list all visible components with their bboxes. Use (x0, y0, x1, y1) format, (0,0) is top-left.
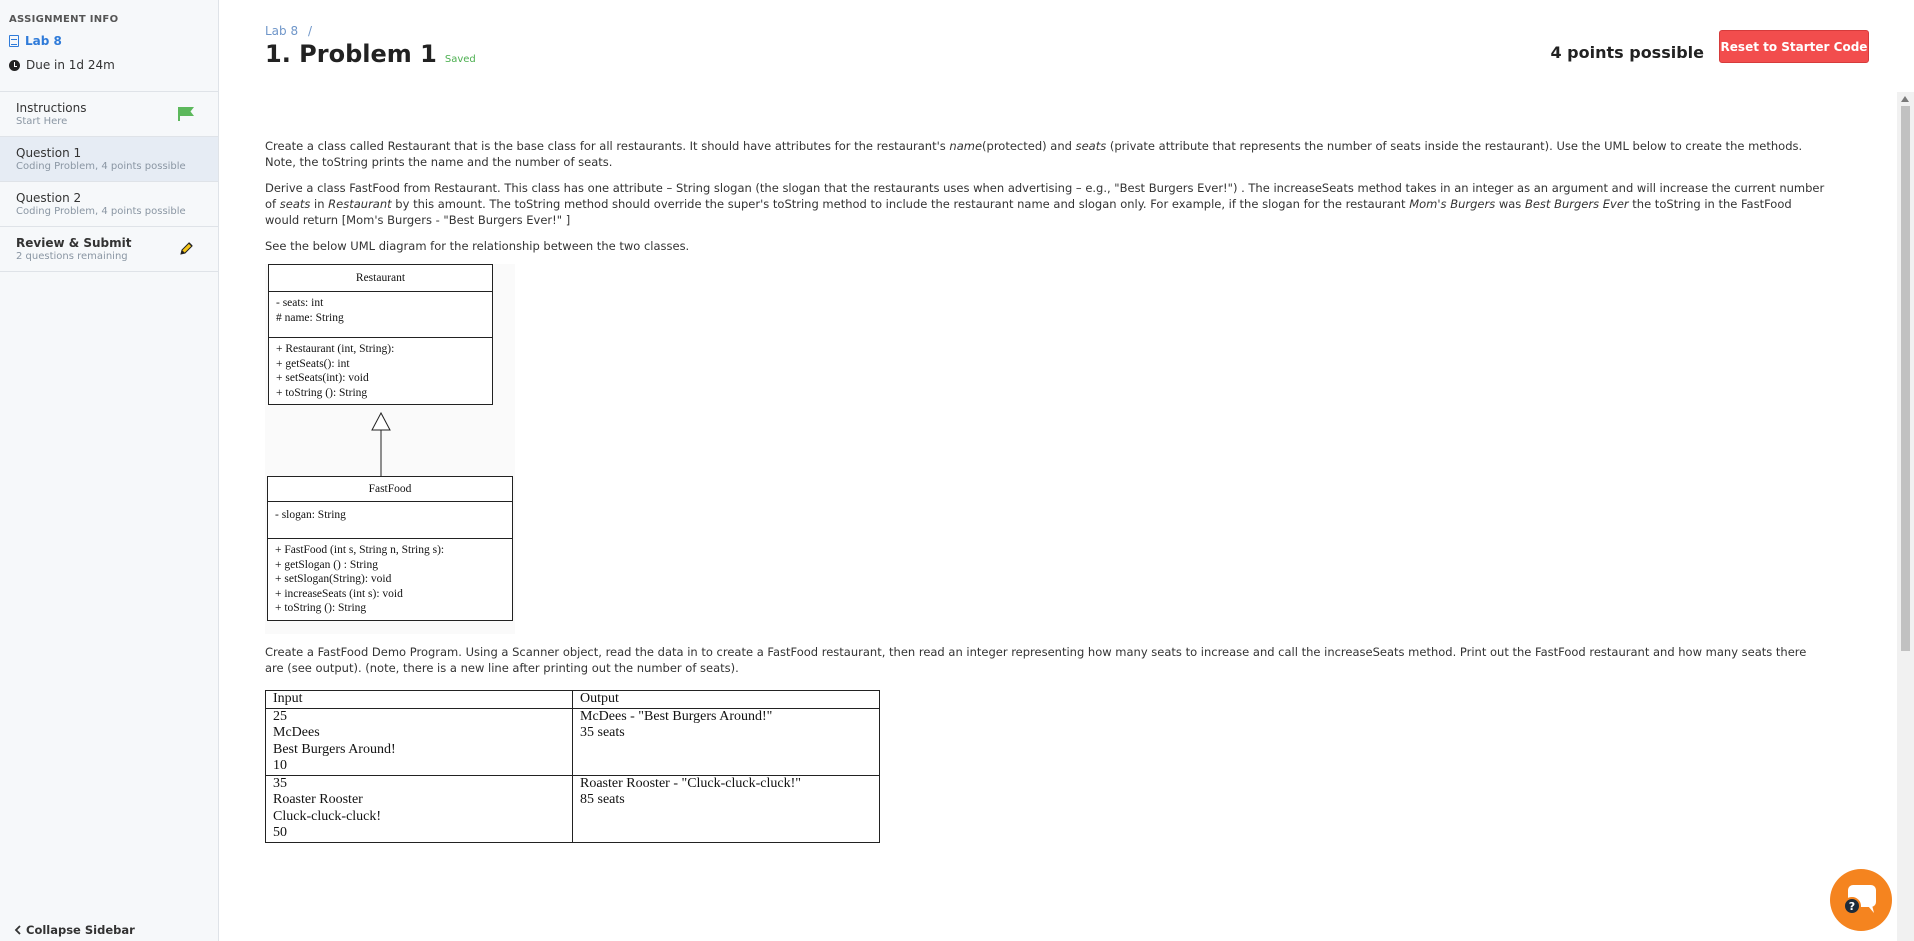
sidebar-item-label: Question 1 (16, 146, 82, 160)
uml-method: + toString (): String (275, 602, 367, 614)
chat-button[interactable] (1830, 869, 1892, 931)
sidebar-item-question-2[interactable] (0, 182, 218, 227)
pencil-icon (178, 241, 194, 257)
table-cell: McDees - "Best Burgers Around!" 35 seats (573, 708, 880, 775)
breadcrumb-lab-link[interactable]: Lab 8 (265, 24, 299, 38)
reset-to-starter-code-button[interactable]: Reset to Starter Code (1719, 30, 1869, 63)
table-header-row (266, 691, 880, 709)
table-cell: 35 Roaster Rooster Cluck-cluck-cluck! 50 (266, 775, 573, 842)
uml-method: + getSeats(): int (276, 357, 350, 370)
assignment-info (0, 0, 218, 92)
collapse-sidebar-button[interactable] (14, 923, 135, 937)
uml-class-name: Restaurant (269, 265, 492, 292)
uml-method: + setSlogan(String): void (275, 573, 392, 585)
table-row (266, 775, 880, 842)
scrollbar-thumb[interactable] (1901, 106, 1910, 651)
uml-method: + increaseSeats (int s): void (275, 587, 403, 600)
text: Mom's Burgers (1409, 197, 1496, 211)
chat-icon (1842, 883, 1880, 917)
column-header: Input (266, 691, 573, 709)
sidebar-item-label: Question 2 (16, 191, 82, 205)
table-cell: Roaster Rooster - "Cluck-cluck-cluck!" 85 seats (573, 775, 880, 842)
uml-class-name: FastFood (268, 477, 512, 502)
uml-method: + Restaurant (int, String): (276, 343, 395, 355)
text: Derive a class FastFood from Restaurant. This class has one attribute – String slogan (the slogan that the restaurants uses when advertising – e.g., "Best Burgers Ever!") . The increaseSeats method takes in an integer as an argument and will increase the current number of (265, 181, 1825, 211)
saved-status: Saved (444, 54, 476, 65)
sidebar-item-instructions[interactable] (0, 92, 218, 137)
due-text: Due in 1d 24m (26, 58, 115, 72)
uml-method: + toString (): String (276, 386, 368, 399)
uml-methods (268, 539, 512, 620)
uml-attribute: - seats: int (276, 297, 324, 309)
problem-description (265, 138, 1825, 843)
text: (private attribute that represents the number of seats inside the restaurant). Use the UML below to create the methods. Note, the toString prints the name and the number of seats. (265, 139, 1803, 169)
sidebar-item-sublabel: Coding Problem, 4 points possible (16, 206, 186, 217)
sidebar-item-label: Instructions (16, 101, 87, 115)
uml-diagram (265, 264, 515, 634)
sidebar-item-review-submit[interactable] (0, 227, 218, 272)
scrollbar[interactable] (1897, 92, 1914, 941)
paragraph-fastfood (265, 180, 1825, 228)
text: seats (279, 197, 311, 211)
flag-icon (178, 107, 194, 121)
assignment-name: Lab 8 (25, 34, 62, 48)
sidebar-item-sublabel: 2 questions remaining (16, 251, 128, 262)
text: was (1495, 197, 1525, 211)
document-icon (9, 35, 19, 47)
sidebar-item-sublabel: Start Here (16, 116, 68, 127)
uml-method: + setSeats(int): void (276, 372, 369, 384)
breadcrumb-separator: / (307, 24, 312, 38)
svg-text:?: ? (1848, 900, 1856, 913)
text: seats (1075, 139, 1107, 153)
sidebar-item-sublabel: Coding Problem, 4 points possible (16, 161, 186, 172)
paragraph-demo-program: Create a FastFood Demo Program. Using a Scanner object, read the data in to create a FastFood restaurant, then read an integer representing how many seats to increase and call the increaseSeats method. Print out the FastFood restaurant and how many seats there are (see output). (note, there is a new line after printing out the number of seats). (265, 645, 1807, 675)
due-date (9, 58, 209, 72)
table-row (266, 708, 880, 775)
text: Restaurant (328, 197, 392, 211)
io-table (265, 690, 880, 843)
text: name (949, 139, 983, 153)
assignment-info-title: ASSIGNMENT INFO (9, 14, 119, 25)
main-content (220, 0, 1914, 941)
uml-method: + FastFood (int s, String n, String s): (275, 544, 445, 556)
uml-class-fastfood (267, 476, 513, 621)
paragraph-uml-intro: See the below UML diagram for the relationship between the two classes. (265, 239, 690, 253)
sidebar-item-label: Review & Submit (16, 236, 132, 250)
text: Best Burgers Ever (1524, 197, 1629, 211)
uml-attribute: # name: String (276, 311, 344, 324)
chevron-left-icon (14, 925, 22, 935)
page-title (265, 40, 476, 68)
assignment-link[interactable] (9, 34, 209, 48)
table-cell: 25 McDees Best Burgers Around! 10 (266, 708, 573, 775)
breadcrumb (265, 24, 312, 38)
text: (protected) and (982, 139, 1076, 153)
uml-attributes (268, 502, 512, 539)
text: the toString in the FastFood would return [Mom's Burgers - "Best Burgers Ever!" ] (265, 197, 1792, 227)
uml-method: + getSlogan () : String (275, 558, 378, 571)
text: by this amount. The toString method should override the super's toString method to include the restaurant name and slogan only. For example, if the slogan for the restaurant (391, 197, 1410, 211)
clock-icon (9, 60, 20, 71)
text: in (310, 197, 329, 211)
column-header: Output (573, 691, 880, 709)
sidebar-item-question-1[interactable] (0, 137, 218, 182)
uml-attribute: - slogan: String (275, 509, 346, 521)
paragraph-restaurant (265, 138, 1825, 170)
scroll-up-arrow[interactable] (1901, 96, 1909, 102)
problem-title: 1. Problem 1 (265, 40, 437, 68)
sidebar (0, 0, 219, 941)
text: Create a class called Restaurant that is the base class for all restaurants. It should have attributes for the restaurant's (265, 139, 950, 153)
points-possible: 4 points possible (1550, 43, 1704, 62)
collapse-label: Collapse Sidebar (26, 923, 135, 937)
